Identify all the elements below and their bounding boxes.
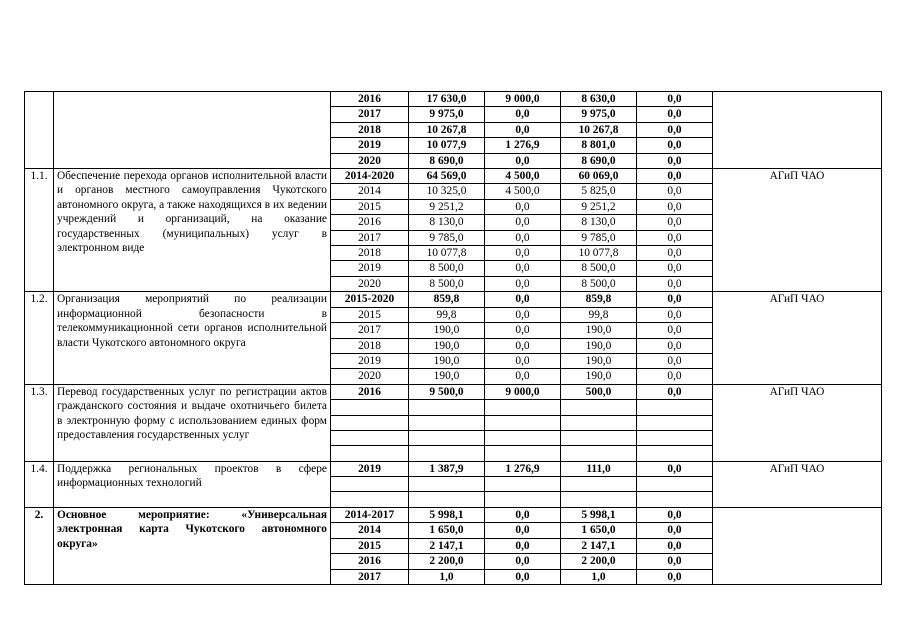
year-cell: 2020 [331, 153, 409, 168]
federal-cell: 0,0 [485, 107, 561, 122]
regional-cell: 190,0 [561, 353, 637, 368]
activity-description: Организация мероприятий по реализации информационной безопасности в телекоммуникационной сети органов исполнительной власти Чукотского автономного округа [54, 292, 331, 384]
year-cell: 2015 [331, 199, 409, 214]
federal-cell: 1 276,9 [485, 461, 561, 476]
total-cell: 859,8 [409, 292, 485, 307]
total-cell: 1 650,0 [409, 523, 485, 538]
other-cell: 0,0 [637, 307, 713, 322]
other-cell [637, 415, 713, 430]
row-number [25, 92, 54, 169]
federal-cell: 1 276,9 [485, 138, 561, 153]
federal-cell: 0,0 [485, 523, 561, 538]
total-cell: 64 569,0 [409, 169, 485, 184]
total-cell: 10 077,9 [409, 138, 485, 153]
regional-cell: 9 785,0 [561, 230, 637, 245]
regional-cell: 8 130,0 [561, 215, 637, 230]
year-cell [331, 400, 409, 415]
other-cell: 0,0 [637, 169, 713, 184]
other-cell [637, 430, 713, 445]
year-cell: 2019 [331, 261, 409, 276]
other-cell: 0,0 [637, 353, 713, 368]
total-cell: 190,0 [409, 369, 485, 384]
year-cell: 2018 [331, 246, 409, 261]
other-cell: 0,0 [637, 292, 713, 307]
regional-cell [561, 430, 637, 445]
federal-cell: 0,0 [485, 554, 561, 569]
federal-cell: 0,0 [485, 230, 561, 245]
federal-cell: 0,0 [485, 199, 561, 214]
table-row [25, 92, 882, 107]
federal-cell: 0,0 [485, 292, 561, 307]
activity-description: Перевод государственных услуг по регистрации актов гражданского состояния и выдаче охотничьего билета в электронную форму с использованием единых форм предоставления государственных услуг [54, 384, 331, 461]
responsible-executor: АГиП ЧАО [713, 169, 882, 292]
other-cell: 0,0 [637, 554, 713, 569]
total-cell: 5 998,1 [409, 507, 485, 522]
table-row [25, 292, 882, 307]
federal-cell [485, 477, 561, 492]
federal-cell: 0,0 [485, 307, 561, 322]
federal-cell [485, 446, 561, 461]
regional-cell: 500,0 [561, 384, 637, 399]
other-cell: 0,0 [637, 107, 713, 122]
responsible-executor: АГиП ЧАО [713, 292, 882, 384]
year-cell: 2019 [331, 461, 409, 476]
regional-cell: 5 998,1 [561, 507, 637, 522]
federal-cell: 0,0 [485, 569, 561, 584]
year-cell: 2015-2020 [331, 292, 409, 307]
year-cell: 2018 [331, 338, 409, 353]
other-cell: 0,0 [637, 523, 713, 538]
regional-cell: 5 825,0 [561, 184, 637, 199]
regional-cell: 2 147,1 [561, 538, 637, 553]
activity-description: Обеспечение перехода органов исполнительной власти и органов местного самоуправления Чукотского автономного округа, а также находящихся в их ведении учреждений и организаций, на оказание государственных (муниципальных) услуг в электронном виде [54, 169, 331, 292]
total-cell: 10 267,8 [409, 122, 485, 137]
other-cell: 0,0 [637, 215, 713, 230]
other-cell: 0,0 [637, 507, 713, 522]
activity-description: Поддержка региональных проектов в сфере информационных технологий [54, 461, 331, 507]
year-cell [331, 477, 409, 492]
federal-cell: 0,0 [485, 246, 561, 261]
federal-cell [485, 430, 561, 445]
federal-cell: 0,0 [485, 122, 561, 137]
total-cell: 2 200,0 [409, 554, 485, 569]
row-number: 1.3. [25, 384, 54, 461]
regional-cell: 8 630,0 [561, 92, 637, 107]
responsible-executor: АГиП ЧАО [713, 461, 882, 507]
federal-cell: 4 500,0 [485, 184, 561, 199]
regional-cell [561, 446, 637, 461]
total-cell: 9 785,0 [409, 230, 485, 245]
regional-cell: 1 650,0 [561, 523, 637, 538]
federal-cell: 4 500,0 [485, 169, 561, 184]
regional-cell: 8 801,0 [561, 138, 637, 153]
row-number: 1.4. [25, 461, 54, 507]
regional-cell [561, 400, 637, 415]
total-cell: 2 147,1 [409, 538, 485, 553]
federal-cell: 9 000,0 [485, 384, 561, 399]
total-cell: 17 630,0 [409, 92, 485, 107]
regional-cell: 9 975,0 [561, 107, 637, 122]
year-cell: 2018 [331, 122, 409, 137]
total-cell: 10 325,0 [409, 184, 485, 199]
other-cell [637, 446, 713, 461]
table-row [25, 384, 882, 399]
other-cell: 0,0 [637, 323, 713, 338]
regional-cell: 859,8 [561, 292, 637, 307]
other-cell: 0,0 [637, 276, 713, 291]
federal-cell: 0,0 [485, 369, 561, 384]
federal-cell: 0,0 [485, 507, 561, 522]
regional-cell: 1,0 [561, 569, 637, 584]
row-number: 1.1. [25, 169, 54, 292]
regional-cell: 10 077,8 [561, 246, 637, 261]
other-cell: 0,0 [637, 153, 713, 168]
year-cell: 2016 [331, 92, 409, 107]
other-cell: 0,0 [637, 369, 713, 384]
other-cell: 0,0 [637, 461, 713, 476]
regional-cell [561, 415, 637, 430]
regional-cell [561, 492, 637, 507]
budget-table [24, 91, 882, 585]
other-cell: 0,0 [637, 184, 713, 199]
total-cell: 8 130,0 [409, 215, 485, 230]
other-cell: 0,0 [637, 92, 713, 107]
regional-cell: 111,0 [561, 461, 637, 476]
total-cell: 190,0 [409, 338, 485, 353]
row-number: 2. [25, 507, 54, 584]
year-cell: 2014-2017 [331, 507, 409, 522]
regional-cell: 8 500,0 [561, 261, 637, 276]
regional-cell: 190,0 [561, 369, 637, 384]
federal-cell [485, 415, 561, 430]
year-cell [331, 415, 409, 430]
responsible-executor [713, 92, 882, 169]
year-cell: 2020 [331, 369, 409, 384]
total-cell: 190,0 [409, 323, 485, 338]
regional-cell: 8 690,0 [561, 153, 637, 168]
year-cell: 2017 [331, 230, 409, 245]
total-cell: 9 500,0 [409, 384, 485, 399]
federal-cell: 0,0 [485, 153, 561, 168]
row-number: 1.2. [25, 292, 54, 384]
regional-cell: 99,8 [561, 307, 637, 322]
year-cell: 2014 [331, 184, 409, 199]
other-cell: 0,0 [637, 384, 713, 399]
year-cell: 2017 [331, 107, 409, 122]
total-cell [409, 446, 485, 461]
responsible-executor: АГиП ЧАО [713, 384, 882, 461]
other-cell: 0,0 [637, 138, 713, 153]
regional-cell: 10 267,8 [561, 122, 637, 137]
total-cell [409, 400, 485, 415]
other-cell: 0,0 [637, 338, 713, 353]
regional-cell: 9 251,2 [561, 199, 637, 214]
year-cell [331, 492, 409, 507]
year-cell: 2017 [331, 323, 409, 338]
total-cell: 1 387,9 [409, 461, 485, 476]
other-cell: 0,0 [637, 261, 713, 276]
other-cell: 0,0 [637, 122, 713, 137]
other-cell: 0,0 [637, 538, 713, 553]
federal-cell: 0,0 [485, 538, 561, 553]
total-cell [409, 415, 485, 430]
federal-cell: 0,0 [485, 338, 561, 353]
responsible-executor [713, 507, 882, 584]
table-row [25, 461, 882, 476]
other-cell: 0,0 [637, 199, 713, 214]
year-cell: 2016 [331, 554, 409, 569]
federal-cell: 0,0 [485, 261, 561, 276]
other-cell [637, 492, 713, 507]
table-row [25, 169, 882, 184]
total-cell: 99,8 [409, 307, 485, 322]
regional-cell: 190,0 [561, 338, 637, 353]
other-cell: 0,0 [637, 569, 713, 584]
total-cell: 8 500,0 [409, 276, 485, 291]
year-cell: 2019 [331, 138, 409, 153]
federal-cell [485, 400, 561, 415]
total-cell [409, 430, 485, 445]
other-cell: 0,0 [637, 230, 713, 245]
federal-cell: 0,0 [485, 276, 561, 291]
regional-cell [561, 477, 637, 492]
year-cell: 2019 [331, 353, 409, 368]
year-cell [331, 430, 409, 445]
total-cell: 190,0 [409, 353, 485, 368]
federal-cell: 0,0 [485, 353, 561, 368]
total-cell: 9 975,0 [409, 107, 485, 122]
table-body [25, 92, 882, 585]
total-cell [409, 477, 485, 492]
year-cell: 2017 [331, 569, 409, 584]
federal-cell: 0,0 [485, 323, 561, 338]
year-cell [331, 446, 409, 461]
year-cell: 2015 [331, 538, 409, 553]
year-cell: 2020 [331, 276, 409, 291]
activity-description: Основное мероприятие: «Универсальная электронная карта Чукотского автономного округа» [54, 507, 331, 584]
other-cell: 0,0 [637, 246, 713, 261]
federal-cell [485, 492, 561, 507]
table-row [25, 507, 882, 522]
regional-cell: 2 200,0 [561, 554, 637, 569]
other-cell [637, 477, 713, 492]
federal-cell: 9 000,0 [485, 92, 561, 107]
year-cell: 2015 [331, 307, 409, 322]
total-cell: 9 251,2 [409, 199, 485, 214]
year-cell: 2016 [331, 215, 409, 230]
regional-cell: 8 500,0 [561, 276, 637, 291]
regional-cell: 60 069,0 [561, 169, 637, 184]
other-cell [637, 400, 713, 415]
federal-cell: 0,0 [485, 215, 561, 230]
year-cell: 2014-2020 [331, 169, 409, 184]
year-cell: 2014 [331, 523, 409, 538]
total-cell: 8 690,0 [409, 153, 485, 168]
total-cell: 8 500,0 [409, 261, 485, 276]
total-cell: 10 077,8 [409, 246, 485, 261]
total-cell [409, 492, 485, 507]
total-cell: 1,0 [409, 569, 485, 584]
year-cell: 2016 [331, 384, 409, 399]
activity-description [54, 92, 331, 169]
regional-cell: 190,0 [561, 323, 637, 338]
